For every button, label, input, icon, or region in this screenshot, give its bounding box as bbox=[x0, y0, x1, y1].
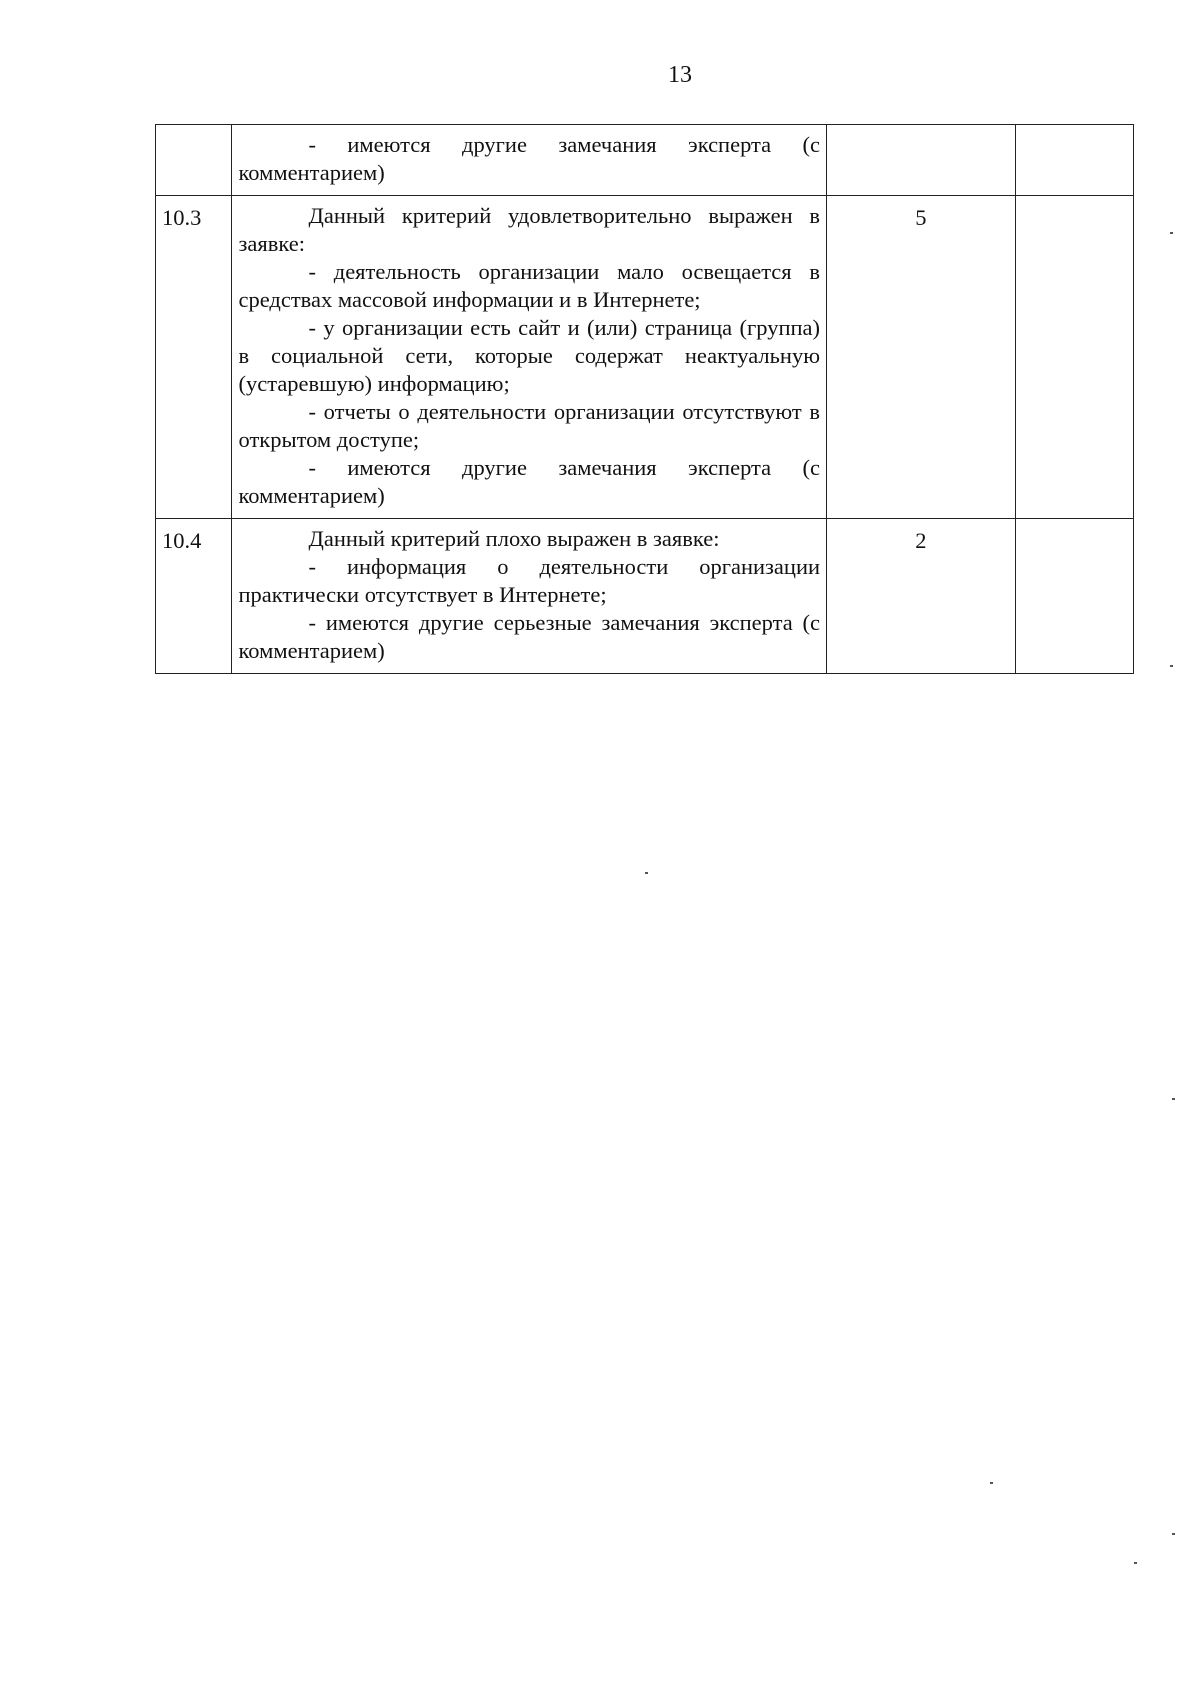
table-row bbox=[156, 125, 1134, 196]
criteria-table bbox=[155, 124, 1134, 674]
criterion-intro: Данный критерий удовлетворительно выражен в заявке: bbox=[238, 203, 821, 256]
scan-speck bbox=[1170, 232, 1173, 234]
extra-cell bbox=[1015, 125, 1133, 196]
criterion-description bbox=[232, 125, 827, 196]
scan-speck bbox=[990, 1482, 993, 1484]
criterion-item: - имеются другие серьезные замечания эксперта (с комментарием) bbox=[238, 610, 821, 663]
criterion-description bbox=[232, 519, 827, 674]
scan-speck bbox=[1170, 665, 1173, 667]
page-number: 13 bbox=[668, 62, 692, 88]
criterion-number: 10.3 bbox=[156, 196, 232, 519]
scan-speck bbox=[1172, 1098, 1175, 1100]
criterion-item: - имеются другие замечания эксперта (с комментарием) bbox=[238, 132, 821, 185]
criterion-item: - информация о деятельности организации практически отсутствует в Интернете; bbox=[238, 554, 821, 607]
criterion-item: - отчеты о деятельности организации отсутствуют в открытом доступе; bbox=[238, 399, 821, 452]
scan-speck bbox=[1134, 1562, 1137, 1564]
scan-speck bbox=[1172, 1533, 1175, 1535]
criterion-number: 10.4 bbox=[156, 519, 232, 674]
criterion-item: - имеются другие замечания эксперта (с комментарием) bbox=[238, 455, 821, 508]
extra-cell bbox=[1015, 196, 1133, 519]
criterion-number bbox=[156, 125, 232, 196]
scan-speck bbox=[645, 872, 648, 874]
table-row bbox=[156, 519, 1134, 674]
criterion-score bbox=[827, 125, 1016, 196]
criterion-item: - у организации есть сайт и (или) страница (группа) в социальной сети, которые содержат неактуальную (устаревшую) информацию; bbox=[238, 315, 821, 396]
criterion-item: - деятельность организации мало освещается в средствах массовой информации и в Интернете; bbox=[238, 259, 821, 312]
criterion-score: 2 bbox=[827, 519, 1016, 674]
criterion-intro: Данный критерий плохо выражен в заявке: bbox=[308, 526, 720, 551]
extra-cell bbox=[1015, 519, 1133, 674]
criterion-description bbox=[232, 196, 827, 519]
criterion-score: 5 bbox=[827, 196, 1016, 519]
table-row bbox=[156, 196, 1134, 519]
